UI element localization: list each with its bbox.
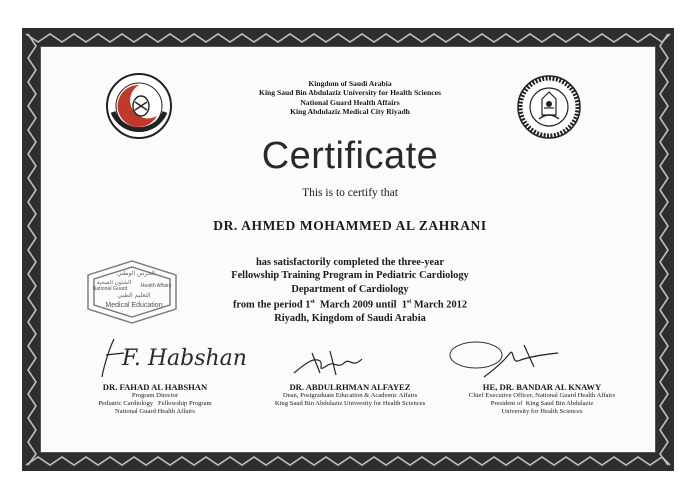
header-line-health-affairs: National Guard Health Affairs bbox=[300, 97, 400, 107]
signatory-title: University for Health Sciences bbox=[501, 408, 583, 416]
signatory-title: Pediatric Cardiology Fellowship Program bbox=[98, 400, 212, 408]
signature-habshan bbox=[88, 335, 247, 381]
medical-education-stamp-icon bbox=[82, 257, 182, 327]
stamp-arabic-top: الحرس الوطني bbox=[116, 270, 156, 277]
signatory-title: National Guard Health Affairs bbox=[115, 408, 195, 416]
body-period-line: from the period 1st March 2009 until 1st March 2012 bbox=[232, 299, 468, 311]
body-program-line: Fellowship Training Program in Pediatric Cardiology bbox=[231, 270, 469, 282]
signatory-title: Dean, Postgraduate Education & Academic Affairs bbox=[282, 392, 418, 399]
signatory-name: DR. FAHAD AL HABSHAN bbox=[102, 382, 208, 392]
signature-alknawy bbox=[448, 333, 578, 383]
signature-block-ceo bbox=[452, 382, 632, 417]
recipient-name: DR. AHMED MOHAMMED AL ZAHRANI bbox=[213, 218, 487, 233]
stamp-english-left: National Guard bbox=[92, 286, 128, 292]
body-location-line: Riyadh, Kingdom of Saudi Arabia bbox=[274, 313, 426, 325]
stamp-english-right: Health Affairs bbox=[140, 283, 172, 289]
certify-statement: This is to certify that bbox=[302, 187, 398, 199]
stamp-english-bottom: Medical Education bbox=[105, 302, 163, 309]
signature-habshan-handwriting: F. Habshan bbox=[122, 346, 247, 371]
signatory-title: Program Director bbox=[131, 392, 179, 399]
signature-block-dean bbox=[250, 382, 450, 408]
body-completion-line: has satisfactorily completed the three-year bbox=[256, 257, 444, 268]
stamp-arabic-bottom: التعليم الطبي bbox=[117, 292, 151, 299]
university-seal-icon bbox=[517, 75, 581, 139]
certificate-body bbox=[180, 256, 520, 326]
institution-header bbox=[200, 79, 500, 117]
signatory-title: Chief Executive Officer, National Guard Health Affairs bbox=[468, 392, 616, 399]
signatory-title: King Saud Bin Abdulaziz University for Health Sciences bbox=[274, 400, 426, 408]
header-line-medical-city: King Abdulaziz Medical City Riyadh bbox=[290, 107, 410, 117]
certificate-title: Certificate bbox=[261, 135, 439, 177]
header-line-university: King Saud Bin Abdulaziz University for Health Sciences bbox=[259, 88, 441, 98]
signatory-name: HE, DR. BANDAR AL KNAWY bbox=[482, 382, 602, 392]
signature-block-program-director bbox=[70, 382, 240, 417]
stamp-arabic-left: الشئون الصحية bbox=[96, 280, 132, 286]
body-department-line: Department of Cardiology bbox=[291, 283, 409, 295]
signatory-name: DR. ABDULRHMAN ALFAYEZ bbox=[289, 382, 411, 392]
national-guard-seal-icon bbox=[105, 72, 173, 140]
signature-alfayez bbox=[290, 343, 380, 383]
signatory-title: President of King Saud Bin Abdulaziz bbox=[490, 400, 594, 408]
header-line-kingdom: Kingdom of Saudi Arabia bbox=[308, 79, 392, 88]
